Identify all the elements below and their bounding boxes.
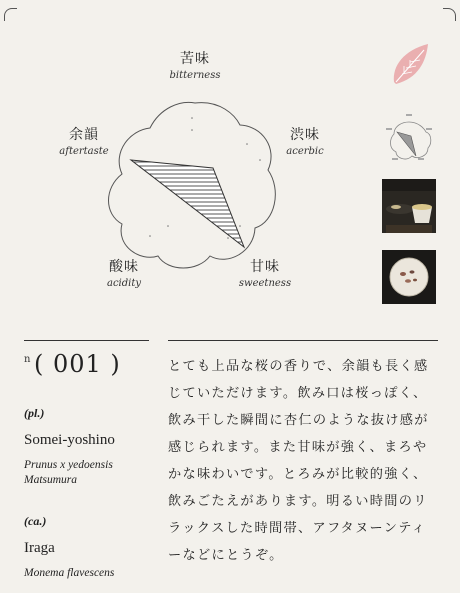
tasting-description: とても上品な桜の香りで、余韻も長く感じていただけます。飲み口は桜っぽく、飲み干した瞬間に杏仁のような抜け感が感じられます。また甘味が強く、まろやかな味わいです。とろみが比較的強く、飲みごたえがあります。明るい時間のリラックスした時間帯、アフタヌーンティーなどにとうぞ。 (168, 359, 429, 563)
plant-latin-author: Matsumura (24, 474, 78, 486)
leaf-icon[interactable] (382, 38, 436, 92)
label-acidity-en: acidity (106, 278, 142, 289)
label-acidity (74, 256, 174, 289)
divider-left (24, 340, 149, 341)
tea-cup-photo[interactable] (382, 179, 436, 233)
label-aftertaste-jp: 余韻 (69, 127, 99, 143)
label-bitterness-en: bitterness (169, 70, 221, 81)
label-sweetness (215, 256, 315, 289)
plant-label: (pl.) (24, 406, 45, 420)
frame-corner-right (443, 8, 456, 21)
radar-flavor-shape (131, 160, 244, 247)
label-sweetness-jp: 甘味 (250, 259, 280, 275)
label-acidity-jp: 酸味 (109, 259, 139, 275)
label-bitterness (145, 48, 245, 81)
caterpillar-label: (ca.) (24, 514, 47, 528)
caterpillar-latin-name: Monema flavescens (24, 567, 115, 579)
label-acerbic-en: acerbic (286, 146, 324, 157)
label-bitterness-jp: 苦味 (180, 51, 210, 67)
plant-name: Somei-yoshino (24, 432, 115, 448)
item-number-prefix: n (24, 354, 31, 365)
label-sweetness-en: sweetness (238, 278, 292, 289)
label-acerbic-jp: 渋味 (290, 127, 320, 143)
label-aftertaste-en: aftertaste (59, 146, 109, 157)
label-aftertaste (34, 124, 134, 157)
plant-latin-name: Prunus x yedoensis (24, 459, 113, 471)
mini-radar-chart-thumb[interactable] (382, 112, 436, 166)
divider-right (168, 340, 438, 341)
item-number: ( 001 ) (34, 350, 121, 378)
tea-leaves-photo[interactable] (382, 250, 436, 304)
label-acerbic (255, 124, 355, 157)
caterpillar-name: Iraga (24, 540, 55, 556)
